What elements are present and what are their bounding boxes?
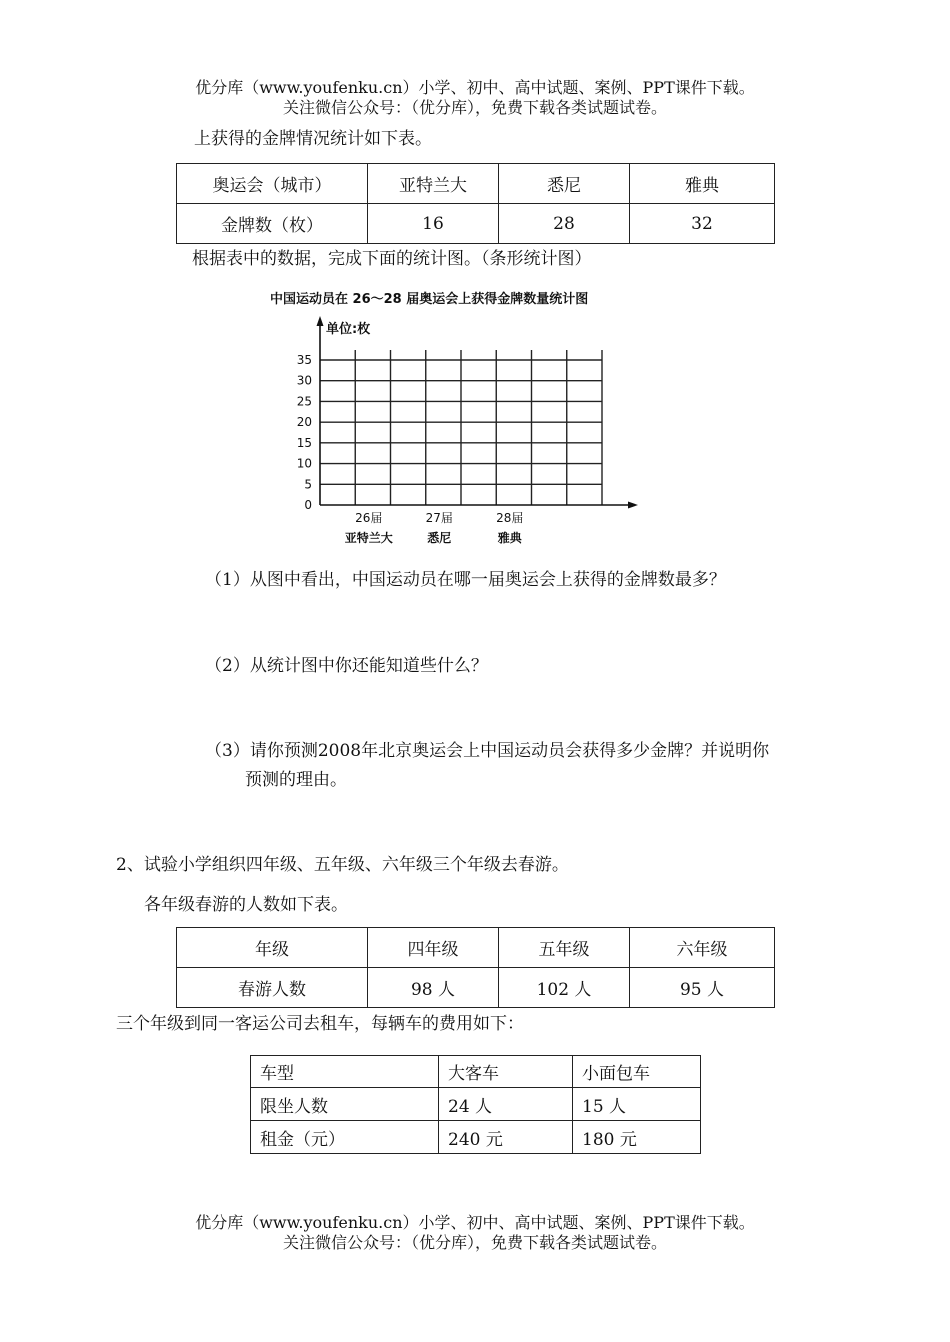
medal-table	[176, 163, 775, 244]
table-cell: 28	[499, 204, 630, 244]
table-cell: 雅典	[630, 164, 775, 204]
footer-line-1: 优分库（www.youfenku.cn）小学、初中、高中试题、案例、PPT课件下载。	[195, 1213, 755, 1232]
chart-y-ticks	[297, 353, 312, 512]
table-cell: 四年级	[368, 928, 499, 968]
table-cell: 春游人数	[177, 968, 368, 1008]
table-row	[177, 968, 775, 1008]
table-cell: 15 人	[573, 1088, 701, 1121]
table-cell: 六年级	[630, 928, 775, 968]
x-tick-label: 27届	[425, 511, 453, 525]
table-cell: 16	[368, 204, 499, 244]
table-cell: 悉尼	[499, 164, 630, 204]
x-axis-arrow-icon	[628, 502, 638, 509]
chart-title: 中国运动员在 26～28 届奥运会上获得金牌数量统计图	[270, 292, 589, 307]
y-tick-label: 20	[296, 415, 312, 430]
chart-x-ticks	[345, 511, 524, 545]
x-category-city-label: 雅典	[497, 531, 522, 545]
problem-2-subtitle: 各年级春游的人数如下表。	[144, 895, 348, 915]
table-cell: 五年级	[499, 928, 630, 968]
x-tick-label: 26届	[355, 511, 383, 525]
table-cell: 金牌数（枚）	[177, 204, 368, 244]
table-row	[251, 1056, 701, 1088]
question-2: （2）从统计图中你还能知道些什么？	[205, 656, 488, 676]
x-category-city-label: 悉尼	[427, 531, 452, 545]
table-cell: 小面包车	[573, 1056, 701, 1088]
table-cell: 大客车	[439, 1056, 573, 1088]
question-3-line-2: 预测的理由。	[245, 770, 347, 790]
y-tick-label: 15	[296, 435, 312, 450]
y-tick-label: 0	[304, 498, 312, 512]
y-tick-label: 35	[296, 353, 312, 367]
table-cell: 车型	[251, 1056, 439, 1088]
table-cell: 奥运会（城市）	[177, 164, 368, 204]
rental-text: 三个年级到同一客运公司去租车，每辆车的费用如下：	[116, 1014, 524, 1034]
y-tick-label: 10	[296, 456, 312, 471]
table-cell: 32	[630, 204, 775, 244]
rental-table	[250, 1055, 701, 1154]
table-cell: 240 元	[439, 1121, 573, 1154]
y-tick-label: 25	[296, 394, 312, 409]
footer-line-2: 关注微信公众号：（优分库），免费下载各类试题试卷。	[282, 1233, 667, 1252]
x-category-city-label: 亚特兰大	[344, 531, 393, 545]
instruction-text: 根据表中的数据，完成下面的统计图。（条形统计图）	[192, 249, 592, 269]
table-cell: 限坐人数	[251, 1088, 439, 1121]
header-line-2: 关注微信公众号：（优分库），免费下载各类试题试卷。	[282, 98, 667, 117]
table-cell: 180 元	[573, 1121, 701, 1154]
x-tick-label: 28届	[496, 511, 524, 525]
question-3-line-1: （3）请你预测2008年北京奥运会上中国运动员会获得多少金牌？并说明你	[205, 741, 770, 761]
table-cell: 24 人	[439, 1088, 573, 1121]
question-1: （1）从图中看出，中国运动员在哪一届奥运会上获得的金牌数最多？	[205, 570, 726, 590]
chart-grid	[320, 350, 602, 505]
table-cell: 亚特兰大	[368, 164, 499, 204]
bar-chart	[262, 282, 682, 552]
y-axis-arrow-icon	[317, 316, 324, 326]
chart-y-unit: 单位:枚	[326, 322, 371, 337]
table-row	[177, 928, 775, 968]
table-cell: 102 人	[499, 968, 630, 1008]
grade-table	[176, 927, 775, 1008]
table-cell: 租金（元）	[251, 1121, 439, 1154]
y-tick-label: 30	[296, 373, 312, 388]
table-cell: 95 人	[630, 968, 775, 1008]
y-tick-label: 5	[304, 477, 312, 492]
table-row	[177, 204, 775, 244]
intro-text: 上获得的金牌情况统计如下表。	[194, 129, 432, 149]
table-cell: 年级	[177, 928, 368, 968]
table-row	[251, 1088, 701, 1121]
table-row	[177, 164, 775, 204]
table-row	[251, 1121, 701, 1154]
header-line-1: 优分库（www.youfenku.cn）小学、初中、高中试题、案例、PPT课件下载。	[195, 78, 755, 97]
table-cell: 98 人	[368, 968, 499, 1008]
problem-2-title: 2、试验小学组织四年级、五年级、六年级三个年级去春游。	[116, 855, 569, 875]
